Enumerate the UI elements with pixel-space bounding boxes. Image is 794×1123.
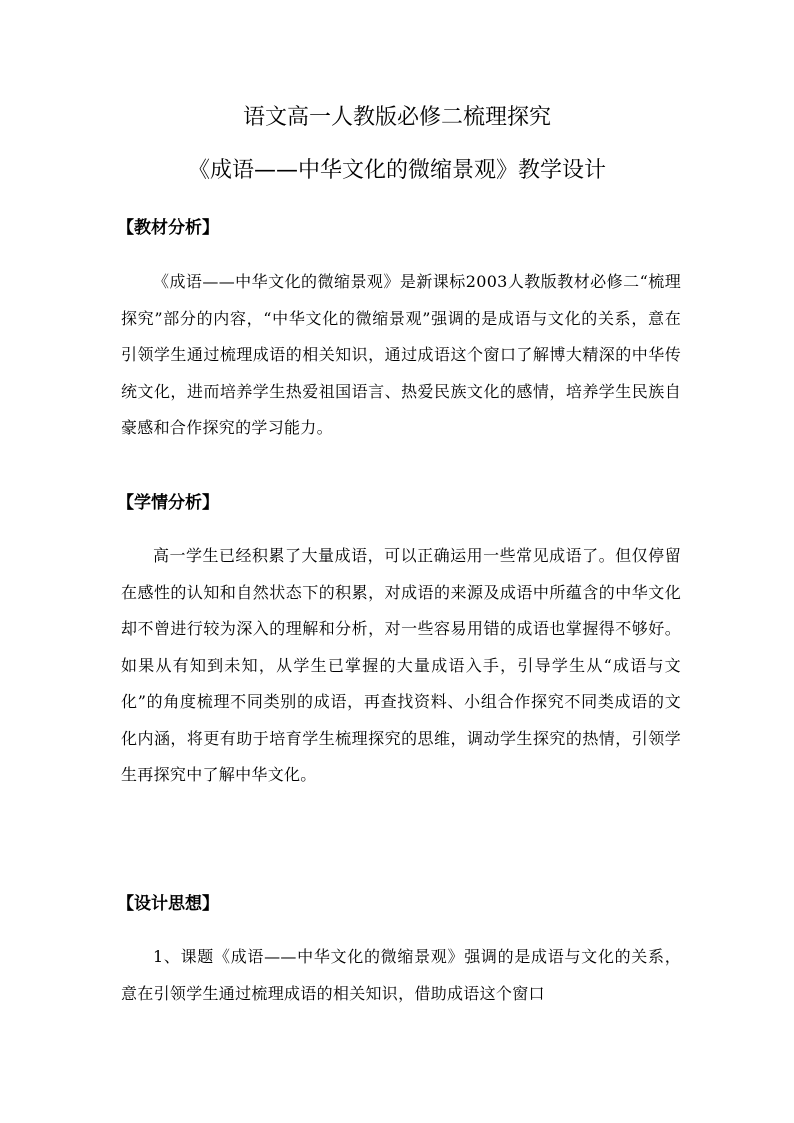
section-heading-design-concept: 【设计思想】 — [117, 894, 219, 914]
document-title-line2: 《成语——中华文化的微缩景观》教学设计 — [187, 158, 606, 183]
section-paragraph-textbook-analysis: 《成语——中华文化的微缩景观》是新课标2003人教版教材必修二“梳理探究”部分的内容，“中华文化的微缩景观”强调的是成语与文化的关系，意在引领学生通过梳理成语的相关知识，通过成语这个窗口了解博大精深的中华传统文化，进而培养学生热爱祖国语言、热爱民族文化的感情，培养学生民族自豪感和合作探究的学习能力。 — [121, 272, 681, 437]
section-heading-student-analysis: 【学情分析】 — [117, 493, 219, 513]
section-paragraph-design-concept: 1、课题《成语——中华文化的微缩景观》强调的是成语与文化的关系，意在引领学生通过梳理成语的相关知识，借助成语这个窗口 — [121, 947, 681, 1003]
document-title-line1: 语文高一人教版必修二梳理探究 — [242, 105, 551, 130]
section-paragraph-student-analysis: 高一学生已经积累了大量成语，可以正确运用一些常见成语了。但仅停留在感性的认知和自然状态下的积累，对成语的来源及成语中所蕴含的中华文化却不曾进行较为深入的理解和分析，对一些容易用错的成语也掌握得不够好。如果从有知到未知，从学生已掌握的大量成语入手，引导学生从“成语与文化”的角度梳理不同类别的成语，再查找资料、小组合作探究不同类成语的文化内涵，将更有助于培育学生梳理探究的思维，调动学生探究的热情，引领学生再探究中了解中华文化。 — [121, 546, 681, 784]
section-heading-textbook-analysis: 【教材分析】 — [117, 218, 219, 238]
